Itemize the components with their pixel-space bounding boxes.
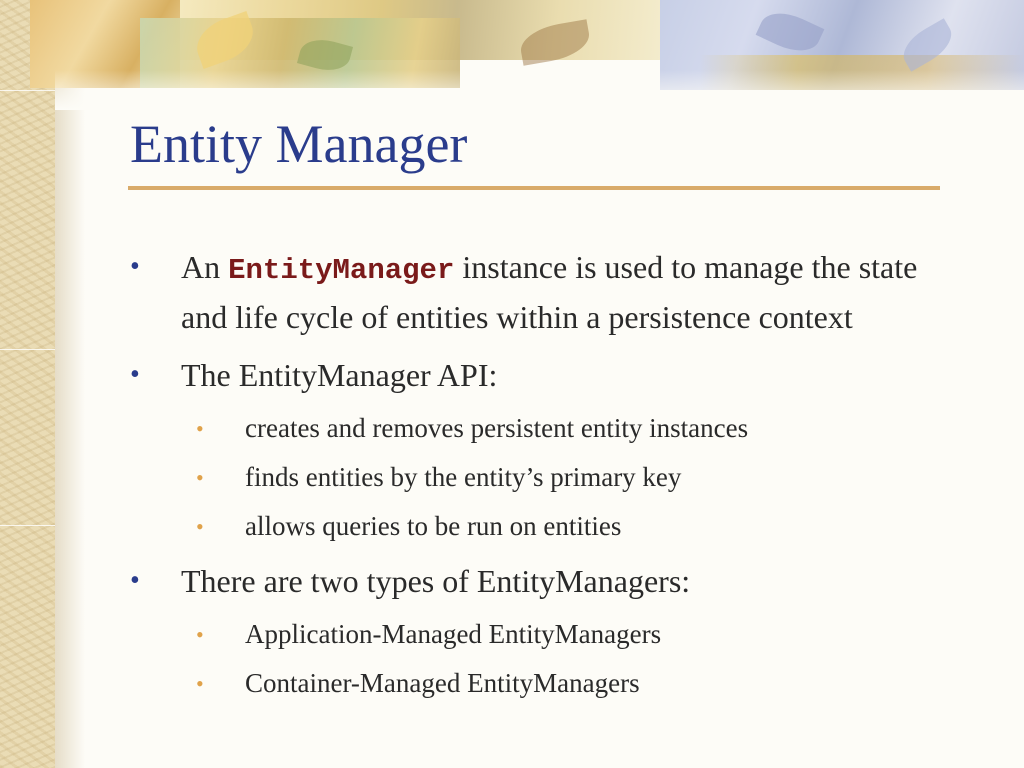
sub-bullet-text: Application-Managed EntityManagers <box>245 619 662 649</box>
sub-bullet-text: allows queries to be run on entities <box>245 511 622 541</box>
sub-bullet-item <box>0 616 1024 652</box>
bullet-item <box>0 352 971 398</box>
sub-bullet-icon: • <box>196 465 204 490</box>
code-term: EntityManager <box>228 254 455 287</box>
sub-bullet-item <box>0 665 1024 701</box>
bullet-prefix: An <box>181 249 221 285</box>
sub-bullet-icon: • <box>196 622 204 647</box>
bullet-icon: • <box>130 565 140 596</box>
sub-bullet-icon: • <box>196 671 204 696</box>
bullet-list <box>0 244 1024 714</box>
bullet-item <box>0 558 971 604</box>
sub-bullet-icon: • <box>196 416 204 441</box>
bullet-item <box>0 244 971 340</box>
sub-bullet-icon: • <box>196 514 204 539</box>
sub-bullet-item <box>0 459 1024 495</box>
sub-bullet-text: creates and removes persistent entity instances <box>245 413 749 443</box>
sub-bullet-text: finds entities by the entity’s primary key <box>245 462 682 492</box>
sub-bullet-item <box>0 508 1024 544</box>
sub-bullet-item <box>0 410 1024 446</box>
title-underline <box>128 186 940 190</box>
bullet-text: There are two types of EntityManagers: <box>181 563 691 599</box>
slide-title: Entity Manager <box>130 114 468 174</box>
bullet-icon: • <box>130 359 140 390</box>
top-fade <box>55 70 1024 110</box>
bullet-text: The EntityManager API: <box>181 357 498 393</box>
bullet-text: instance is used to manage the state and life cycle of entities within a persistence context <box>181 249 918 335</box>
bullet-icon: • <box>130 251 140 282</box>
sub-bullet-text: Container-Managed EntityManagers <box>245 668 640 698</box>
